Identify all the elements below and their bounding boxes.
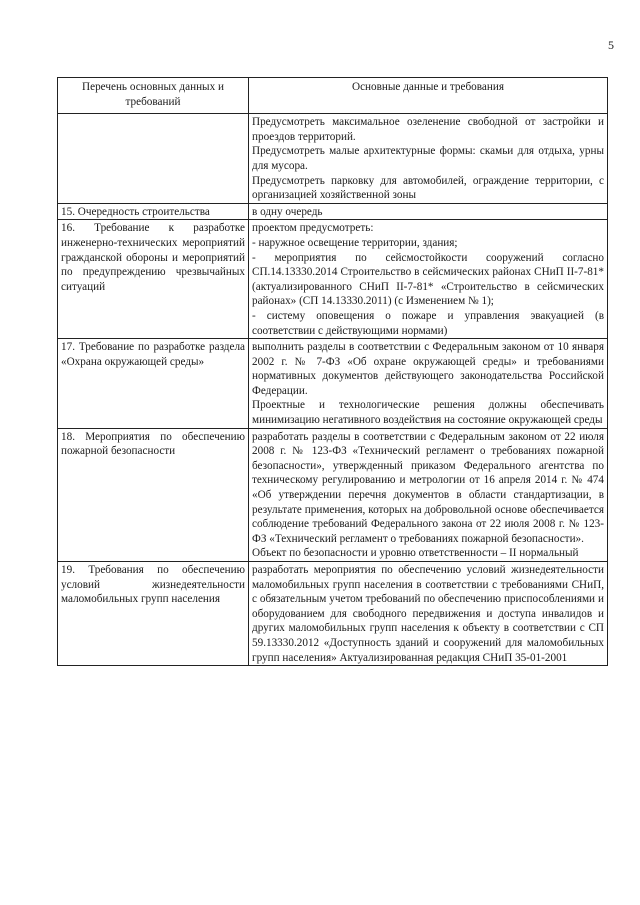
row-label-cell: 16. Требование к разработке инженерно-технических мероприятий гражданской обороны и мероприятий по предупреждению чрезвычайных ситуаций: [58, 220, 249, 339]
row-label-cell: 19. Требования по обеспечению условий жизнедеятельности маломобильных групп населения: [58, 562, 249, 666]
row-label-cell: 15. Очередность строительства: [58, 203, 249, 220]
paragraph: разработать разделы в соответствии с Федеральным законом от 22 июля 2008 г. № 123-ФЗ «Технический регламент о требованиях пожарной безопасности», утвержденный приказом Федерального агентства по техническому регулированию и метрологии от 16 апреля 2014 г. № 474 «Об утверждении перечня документов в области стандартизации, в результате применения, которых на добровольной основе обеспечивается соблюдение требований Федерального закона от 22 июля 2008 г. № 123-ФЗ «Технический регламент о требованиях пожарной безопасности».: [252, 430, 604, 545]
table-row: [58, 562, 608, 666]
row-content-cell: [249, 562, 608, 666]
table-row: [58, 339, 608, 429]
paragraph: проектом предусмотреть:: [252, 222, 374, 235]
page-number: 5: [608, 38, 614, 52]
table-row: [58, 114, 608, 204]
table-row: [58, 220, 608, 339]
row-label-cell: 17. Требование по разработке раздела «Охрана окружающей среды»: [58, 339, 249, 429]
header-data-and-requirements: Основные данные и требования: [249, 78, 608, 114]
row-content-cell: [249, 428, 608, 561]
row-content-cell: [249, 339, 608, 429]
row-content-cell: [249, 203, 608, 220]
paragraph: выполнить разделы в соответствии с Федеральным законом от 10 января 2002 г. № 7-ФЗ «Об охране окружающей среды» и требованиями нормативных документов действующего законодательства Российской Федерации.: [252, 341, 604, 397]
paragraph: в одну очередь: [252, 205, 323, 218]
requirements-table: [57, 77, 608, 666]
header-list-of-data: Перечень основных данных и требований: [58, 78, 249, 114]
paragraph: Предусмотреть малые архитектурные формы: скамьи для отдыха, урны для мусора.: [252, 145, 604, 172]
row-label-cell: 18. Мероприятия по обеспечению пожарной безопасности: [58, 428, 249, 561]
paragraph: Предусмотреть максимальное озеленение свободной от застройки и проездов территорий.: [252, 116, 604, 143]
row-content-cell: [249, 114, 608, 204]
row-label-cell: [58, 114, 249, 204]
row-content-cell: [249, 220, 608, 339]
paragraph: Объект по безопасности и уровню ответственности – II нормальный: [252, 547, 579, 560]
table-row: [58, 428, 608, 561]
table-row: [58, 203, 608, 220]
paragraph: - наружное освещение территории, здания;: [252, 236, 458, 249]
paragraph: разработать мероприятия по обеспечению условий жизнедеятельности маломобильных групп населения в соответствии с требованиями СНиП, с обязательным учетом требований по обеспечению приспособлениями и оборудованием для свободного передвижения и доступа инвалидов и других маломобильных групп населения к объекту в соответствии с СП 59.13330.2012 «Доступность зданий и сооружений для маломобильных групп населения» Актуализированная редакция СНиП 35-01-2001: [252, 564, 604, 664]
paragraph: - мероприятия по сейсмостойкости сооружений согласно СП.14.13330.2014 Строительство в сейсмических районах СНиП II-7-81* (актуализированного СНиП II-7-81* «Строительство в сейсмических районах» (СП 14.13330.2011) (с Изменением № 1);: [252, 251, 604, 308]
paragraph: Проектные и технологические решения должны обеспечивать минимизацию негативного воздействия на состояние окружающей среды: [252, 399, 604, 427]
table-header-row: [58, 78, 608, 114]
paragraph: Предусмотреть парковку для автомобилей, ограждение территории, с организацией хозяйственной зоны: [252, 174, 604, 202]
paragraph: - систему оповещения о пожаре и управления эвакуацией (в соответствии с действующими нормами): [252, 309, 604, 337]
